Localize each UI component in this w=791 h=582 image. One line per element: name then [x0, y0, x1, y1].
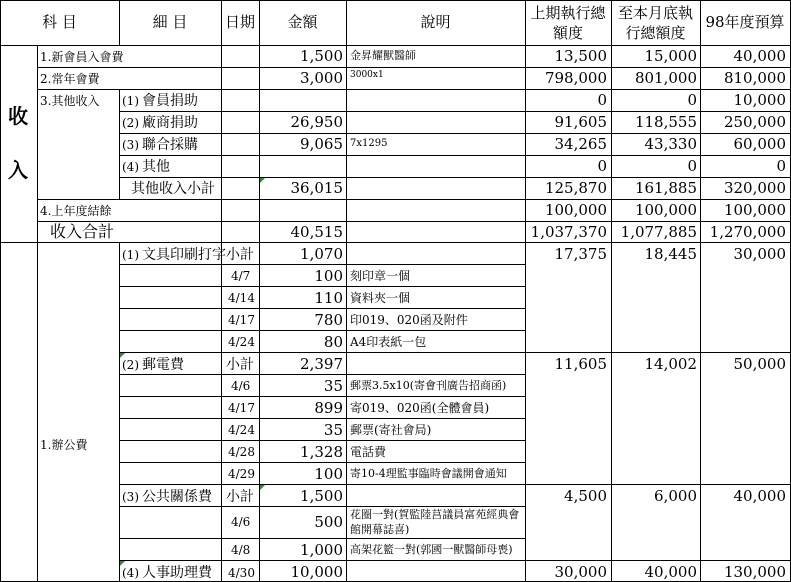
- expense-date: 4/17: [228, 401, 255, 415]
- row-line: [119, 484, 791, 485]
- row-line: [37, 221, 791, 222]
- expense-amount: 110: [314, 289, 343, 307]
- row-line: [37, 199, 791, 200]
- header-amount: 金額: [287, 13, 318, 31]
- income-total-budget: 1,270,000: [709, 223, 786, 241]
- income-total-cum: 1,077,885: [620, 223, 697, 241]
- expense-amount: 500: [314, 513, 343, 531]
- expense-group-no: (3): [122, 490, 139, 504]
- income-budget: 0: [776, 157, 786, 175]
- expense-subtotal-label: 小計: [226, 357, 254, 373]
- income-prev: 13,500: [554, 47, 607, 65]
- row-line: [119, 308, 525, 309]
- income-amount: 3,000: [300, 69, 343, 87]
- income-sub: 其他: [142, 159, 170, 175]
- income-sub-no: (4): [122, 160, 139, 174]
- income-cum: 100,000: [634, 201, 697, 219]
- expense-date: 4/24: [228, 423, 255, 437]
- income-sub-no: (2): [122, 116, 139, 130]
- expense-amount: 780: [314, 311, 343, 329]
- expense-amount: 10,000: [290, 563, 343, 581]
- income-budget: 320,000: [723, 179, 786, 197]
- expense-date: 4/17: [228, 313, 255, 327]
- expense-category: 1.辦公費: [40, 438, 88, 452]
- expense-date: 4/8: [231, 543, 251, 557]
- header-budget: 98年度預算: [705, 13, 785, 31]
- row-line: [119, 155, 791, 156]
- header-note: 說明: [420, 13, 451, 31]
- expense-note: 資料夾一個: [350, 291, 411, 305]
- income-amount: 1,500: [300, 47, 343, 65]
- income-prev: 91,605: [554, 113, 607, 131]
- expense-budget: 40,000: [733, 487, 786, 505]
- income-sub: 聯合採購: [142, 137, 198, 153]
- income-amount: 9,065: [300, 135, 343, 153]
- expense-subtotal-label: 小計: [226, 247, 254, 263]
- income-note: 金昇耀獸醫師: [350, 49, 416, 62]
- expense-prev: 17,375: [554, 245, 607, 263]
- expense-note: 寄10-4理監事臨時會議開會通知: [350, 467, 507, 480]
- income-prev: 798,000: [544, 69, 607, 87]
- row-line: [119, 418, 525, 419]
- expense-note: 郵票(寄社會局): [350, 423, 432, 437]
- row-line: [119, 396, 525, 397]
- expense-budget: 30,000: [733, 245, 786, 263]
- income-total-prev: 1,037,370: [530, 223, 607, 241]
- row-line: [119, 440, 525, 441]
- expense-subtotal: 2,397: [300, 355, 343, 373]
- expense-group-name: 公共關係費: [142, 489, 212, 505]
- income-amount: 36,015: [290, 179, 343, 197]
- header-date: 日期: [224, 13, 255, 31]
- income-total-amount: 40,515: [290, 223, 343, 241]
- expense-amount: 1,000: [300, 541, 343, 559]
- comment-indicator: [260, 485, 265, 490]
- expense-subtotal: 1,070: [300, 245, 343, 263]
- row-line: [37, 89, 791, 90]
- header-cum-line2: 行總額度: [625, 24, 686, 42]
- expense-cum: 40,000: [644, 563, 697, 581]
- expense-group-no: (2): [122, 358, 139, 372]
- expense-note: 電話費: [350, 445, 387, 459]
- expense-note: 高架花籃一對(郭國一獸醫師母喪): [350, 543, 513, 556]
- header-prev-line1: 上期執行總: [530, 4, 606, 22]
- income-note: 3000x1: [350, 70, 384, 80]
- expense-amount: 80: [323, 333, 343, 351]
- expense-note: A4印表紙一包: [350, 335, 427, 349]
- income-budget: 10,000: [733, 91, 786, 109]
- comment-indicator: [120, 353, 125, 358]
- income-sub-no: (3): [122, 138, 139, 152]
- income-cum: 0: [687, 91, 697, 109]
- expense-amount: 35: [323, 421, 343, 439]
- comment-indicator: [120, 561, 125, 566]
- col-line: [221, 0, 222, 582]
- income-cum: 0: [687, 157, 697, 175]
- col-line: [119, 89, 120, 199]
- income-cum: 118,555: [634, 113, 697, 131]
- expense-budget: 130,000: [723, 563, 786, 581]
- header-prev-line2: 額度: [552, 24, 583, 42]
- expense-date: 4/24: [228, 335, 255, 349]
- income-cum: 161,885: [634, 179, 697, 197]
- expense-cum: 6,000: [654, 487, 697, 505]
- income-note: 7x1295: [350, 138, 388, 149]
- income-prev: 100,000: [544, 201, 607, 219]
- expense-group-name: 郵電費: [142, 357, 184, 373]
- row-line: [119, 286, 525, 287]
- income-sub: 廠商捐助: [142, 115, 198, 131]
- row-line: [119, 330, 525, 331]
- expense-cum: 14,002: [644, 355, 697, 373]
- expense-note: 郵票3.5x10(寄會刊廣告招商函): [350, 379, 507, 392]
- expense-note: 寄019、020函(全體會員): [350, 401, 490, 415]
- income-amount: 26,950: [290, 113, 343, 131]
- expense-date: 4/29: [228, 467, 255, 481]
- expense-amount: 35: [323, 377, 343, 395]
- income-item: 1.新會員入會費: [40, 50, 124, 64]
- row-line: [119, 538, 525, 539]
- col-line: [37, 45, 38, 582]
- expense-group-no: (1): [122, 248, 139, 262]
- expense-prev: 30,000: [554, 563, 607, 581]
- income-item: 4.上年度結餘: [40, 204, 112, 218]
- expense-note-line2: 館開幕誌喜): [350, 523, 410, 536]
- expense-note: 刻印章一個: [350, 269, 411, 283]
- expense-group-no: (4): [122, 566, 139, 580]
- frame-left: [0, 0, 1, 582]
- expense-amount: 1,328: [300, 443, 343, 461]
- income-budget: 810,000: [723, 69, 786, 87]
- row-line: [119, 264, 525, 265]
- income-budget: 60,000: [733, 135, 786, 153]
- income-total-label: 收入合計: [50, 222, 115, 241]
- expense-subtotal-label: 小計: [226, 489, 254, 505]
- income-prev: 34,265: [554, 135, 607, 153]
- income-cum: 15,000: [644, 47, 697, 65]
- expense-prev: 4,500: [564, 487, 607, 505]
- income-budget: 100,000: [723, 201, 786, 219]
- row-line: [119, 374, 525, 375]
- income-prev: 0: [597, 91, 607, 109]
- income-subtotal-label: 其他收入小計: [131, 181, 215, 197]
- header-item: 細 目: [152, 13, 188, 31]
- income-budget: 40,000: [733, 47, 786, 65]
- income-sub: 會員捐助: [142, 93, 198, 109]
- expense-note-line1: 花圈一對(賀監陸莒議員富苑經典會: [350, 508, 520, 521]
- income-budget: 250,000: [723, 113, 786, 131]
- col-line: [346, 0, 347, 582]
- row-line: [119, 177, 791, 178]
- row-line: [119, 506, 525, 507]
- row-line: [37, 67, 791, 68]
- header-bottom: [0, 45, 791, 46]
- expense-amount: 100: [314, 465, 343, 483]
- income-sub-no: (1): [122, 94, 139, 108]
- income-label-top: 收: [8, 104, 28, 128]
- header-cum-line1: 至本月底執: [617, 4, 693, 22]
- income-item: 3.其他收入: [40, 94, 100, 108]
- row-line: [119, 133, 791, 134]
- expense-budget: 50,000: [733, 355, 786, 373]
- expense-group-name: 文具印刷打字: [142, 247, 226, 263]
- expense-subtotal: 1,500: [300, 487, 343, 505]
- row-line: [119, 462, 525, 463]
- row-line: [119, 560, 791, 561]
- income-label-bottom: 入: [8, 158, 28, 182]
- income-prev: 0: [597, 157, 607, 175]
- income-cum: 801,000: [634, 69, 697, 87]
- expense-date: 4/6: [231, 379, 251, 393]
- expense-prev: 11,605: [554, 355, 607, 373]
- comment-indicator: [260, 178, 265, 183]
- expense-date: 4/6: [231, 515, 251, 529]
- expense-amount: 100: [314, 267, 343, 285]
- expense-date: 4/28: [228, 445, 255, 459]
- expense-amount: 899: [314, 399, 343, 417]
- expense-group-name: 人事助理費: [142, 565, 212, 581]
- expense-date: 4/7: [231, 269, 251, 283]
- header-subject: 科 目: [42, 13, 77, 31]
- row-line: [119, 352, 791, 353]
- income-item: 2.常年會費: [40, 72, 100, 86]
- income-prev: 125,870: [544, 179, 607, 197]
- col-line: [119, 242, 120, 582]
- row-line: [119, 111, 791, 112]
- expense-note: 印019、020函及附件: [350, 313, 468, 327]
- expense-date: 4/30: [228, 566, 255, 580]
- expense-date: 4/14: [228, 291, 255, 305]
- expense-cum: 18,445: [644, 245, 697, 263]
- income-cum: 43,330: [644, 135, 697, 153]
